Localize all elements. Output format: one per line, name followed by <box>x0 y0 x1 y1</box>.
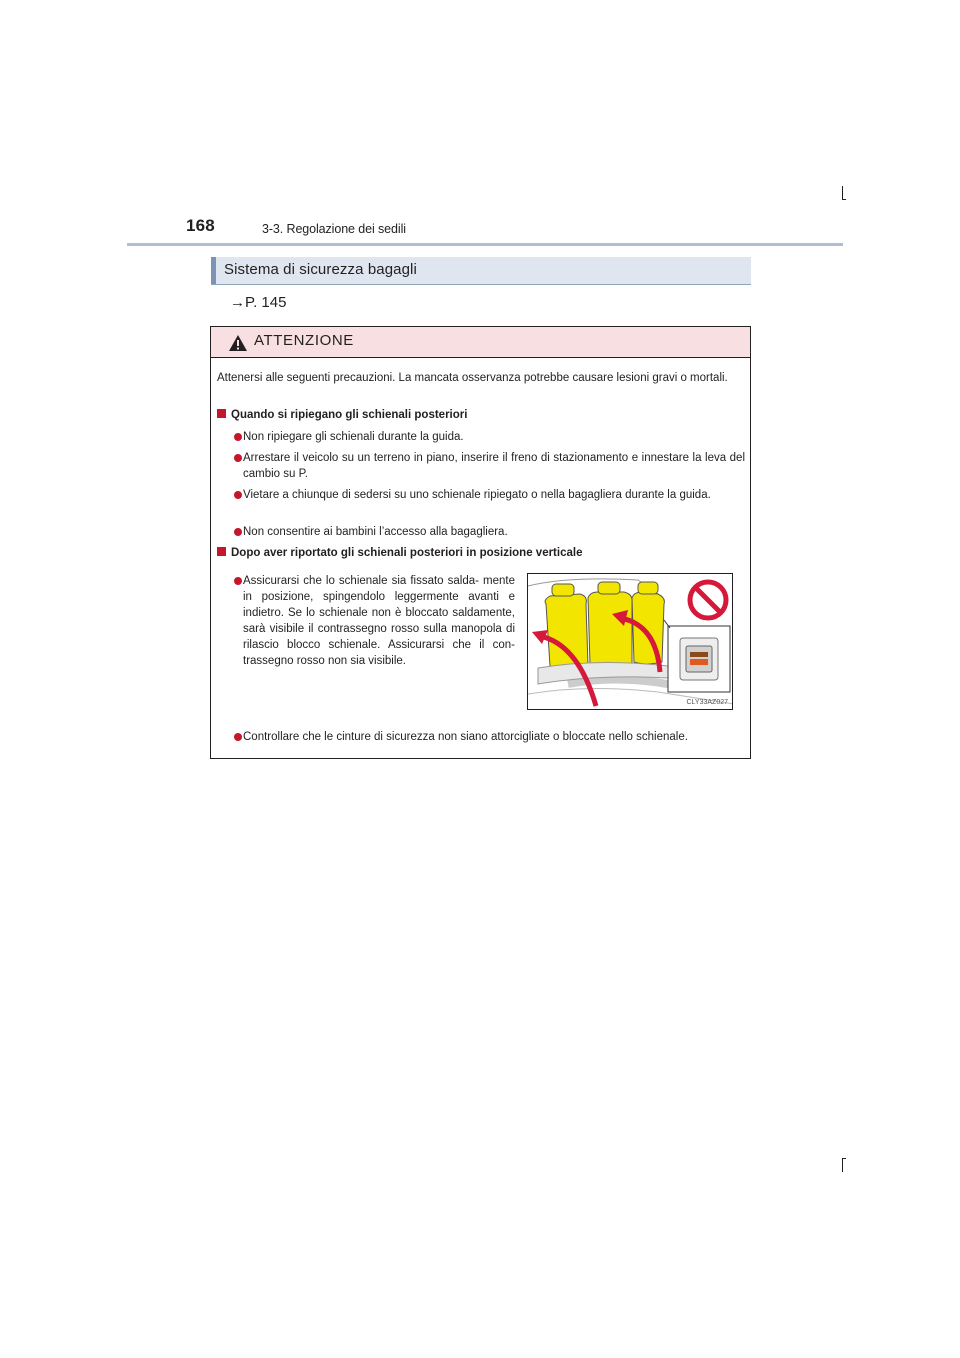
crop-mark-bottom-foot <box>842 1158 846 1159</box>
crop-mark-top <box>842 186 843 200</box>
bullet-item: Non ripiegare gli schienali durante la guida. <box>217 429 745 445</box>
bullet-item: Assicurarsi che lo schienale sia fissato salda- mente in posizione, spingendolo leggermente avanti e indietro. Se lo schienale non è bloccato saldamente, sarà visibile il contrassegno rosso sulla manopola di rilascio blocco schienale. Assicurarsi che il con- trassegno rosso non sia visibile. <box>217 573 515 669</box>
warning-intro: Attenersi alle seguenti precauzioni. La mancata osservanza potrebbe causare lesioni gravi o mortali. <box>217 372 728 384</box>
bullet-dot-icon <box>234 733 242 741</box>
page-reference-link[interactable]: →P. 145 <box>230 294 287 311</box>
rear-seat-drawing <box>528 574 733 710</box>
header-rule <box>127 243 843 246</box>
section-title: 3-3. Regolazione dei sedili <box>262 222 406 236</box>
group-heading-upright: Dopo aver riportato gli schienali posteriori in posizione verticale <box>217 545 582 561</box>
square-bullet-icon <box>217 409 226 418</box>
bullet-item: Arrestare il veicolo su un terreno in piano, inserire il freno di stazionamento e innestare la leva del cambio su P. <box>217 450 745 482</box>
page-number: 168 <box>186 216 215 235</box>
bullet-item: Non consentire ai bambini l’accesso alla bagagliera. <box>217 524 745 540</box>
figure-code: CLY33AZ027 <box>686 699 728 706</box>
bullet-dot-icon <box>234 454 242 462</box>
square-bullet-icon <box>217 547 226 556</box>
bullet-item: Controllare che le cinture di sicurezza non siano attorcigliate o bloccate nello schienale. <box>217 729 747 745</box>
bullet-dot-icon <box>234 528 242 536</box>
warning-triangle-icon <box>228 334 248 352</box>
bullet-dot-icon <box>234 491 242 499</box>
seat-illustration <box>527 573 733 710</box>
warning-header <box>211 327 750 358</box>
crop-mark-top-foot <box>842 199 846 200</box>
warning-box <box>210 326 751 759</box>
bullet-dot-icon <box>234 433 242 441</box>
group-heading-folding: Quando si ripiegano gli schienali posteriori <box>217 407 467 423</box>
bullet-item: Vietare a chiunque di sedersi su uno schienale ripiegato o nella bagagliera durante la guida. <box>217 487 745 503</box>
warning-title: ATTENZIONE <box>254 332 354 349</box>
crop-mark-bottom <box>842 1158 843 1172</box>
subsection-header <box>211 257 751 285</box>
bullet-dot-icon <box>234 577 242 585</box>
subsection-title: Sistema di sicurezza bagagli <box>224 261 417 278</box>
